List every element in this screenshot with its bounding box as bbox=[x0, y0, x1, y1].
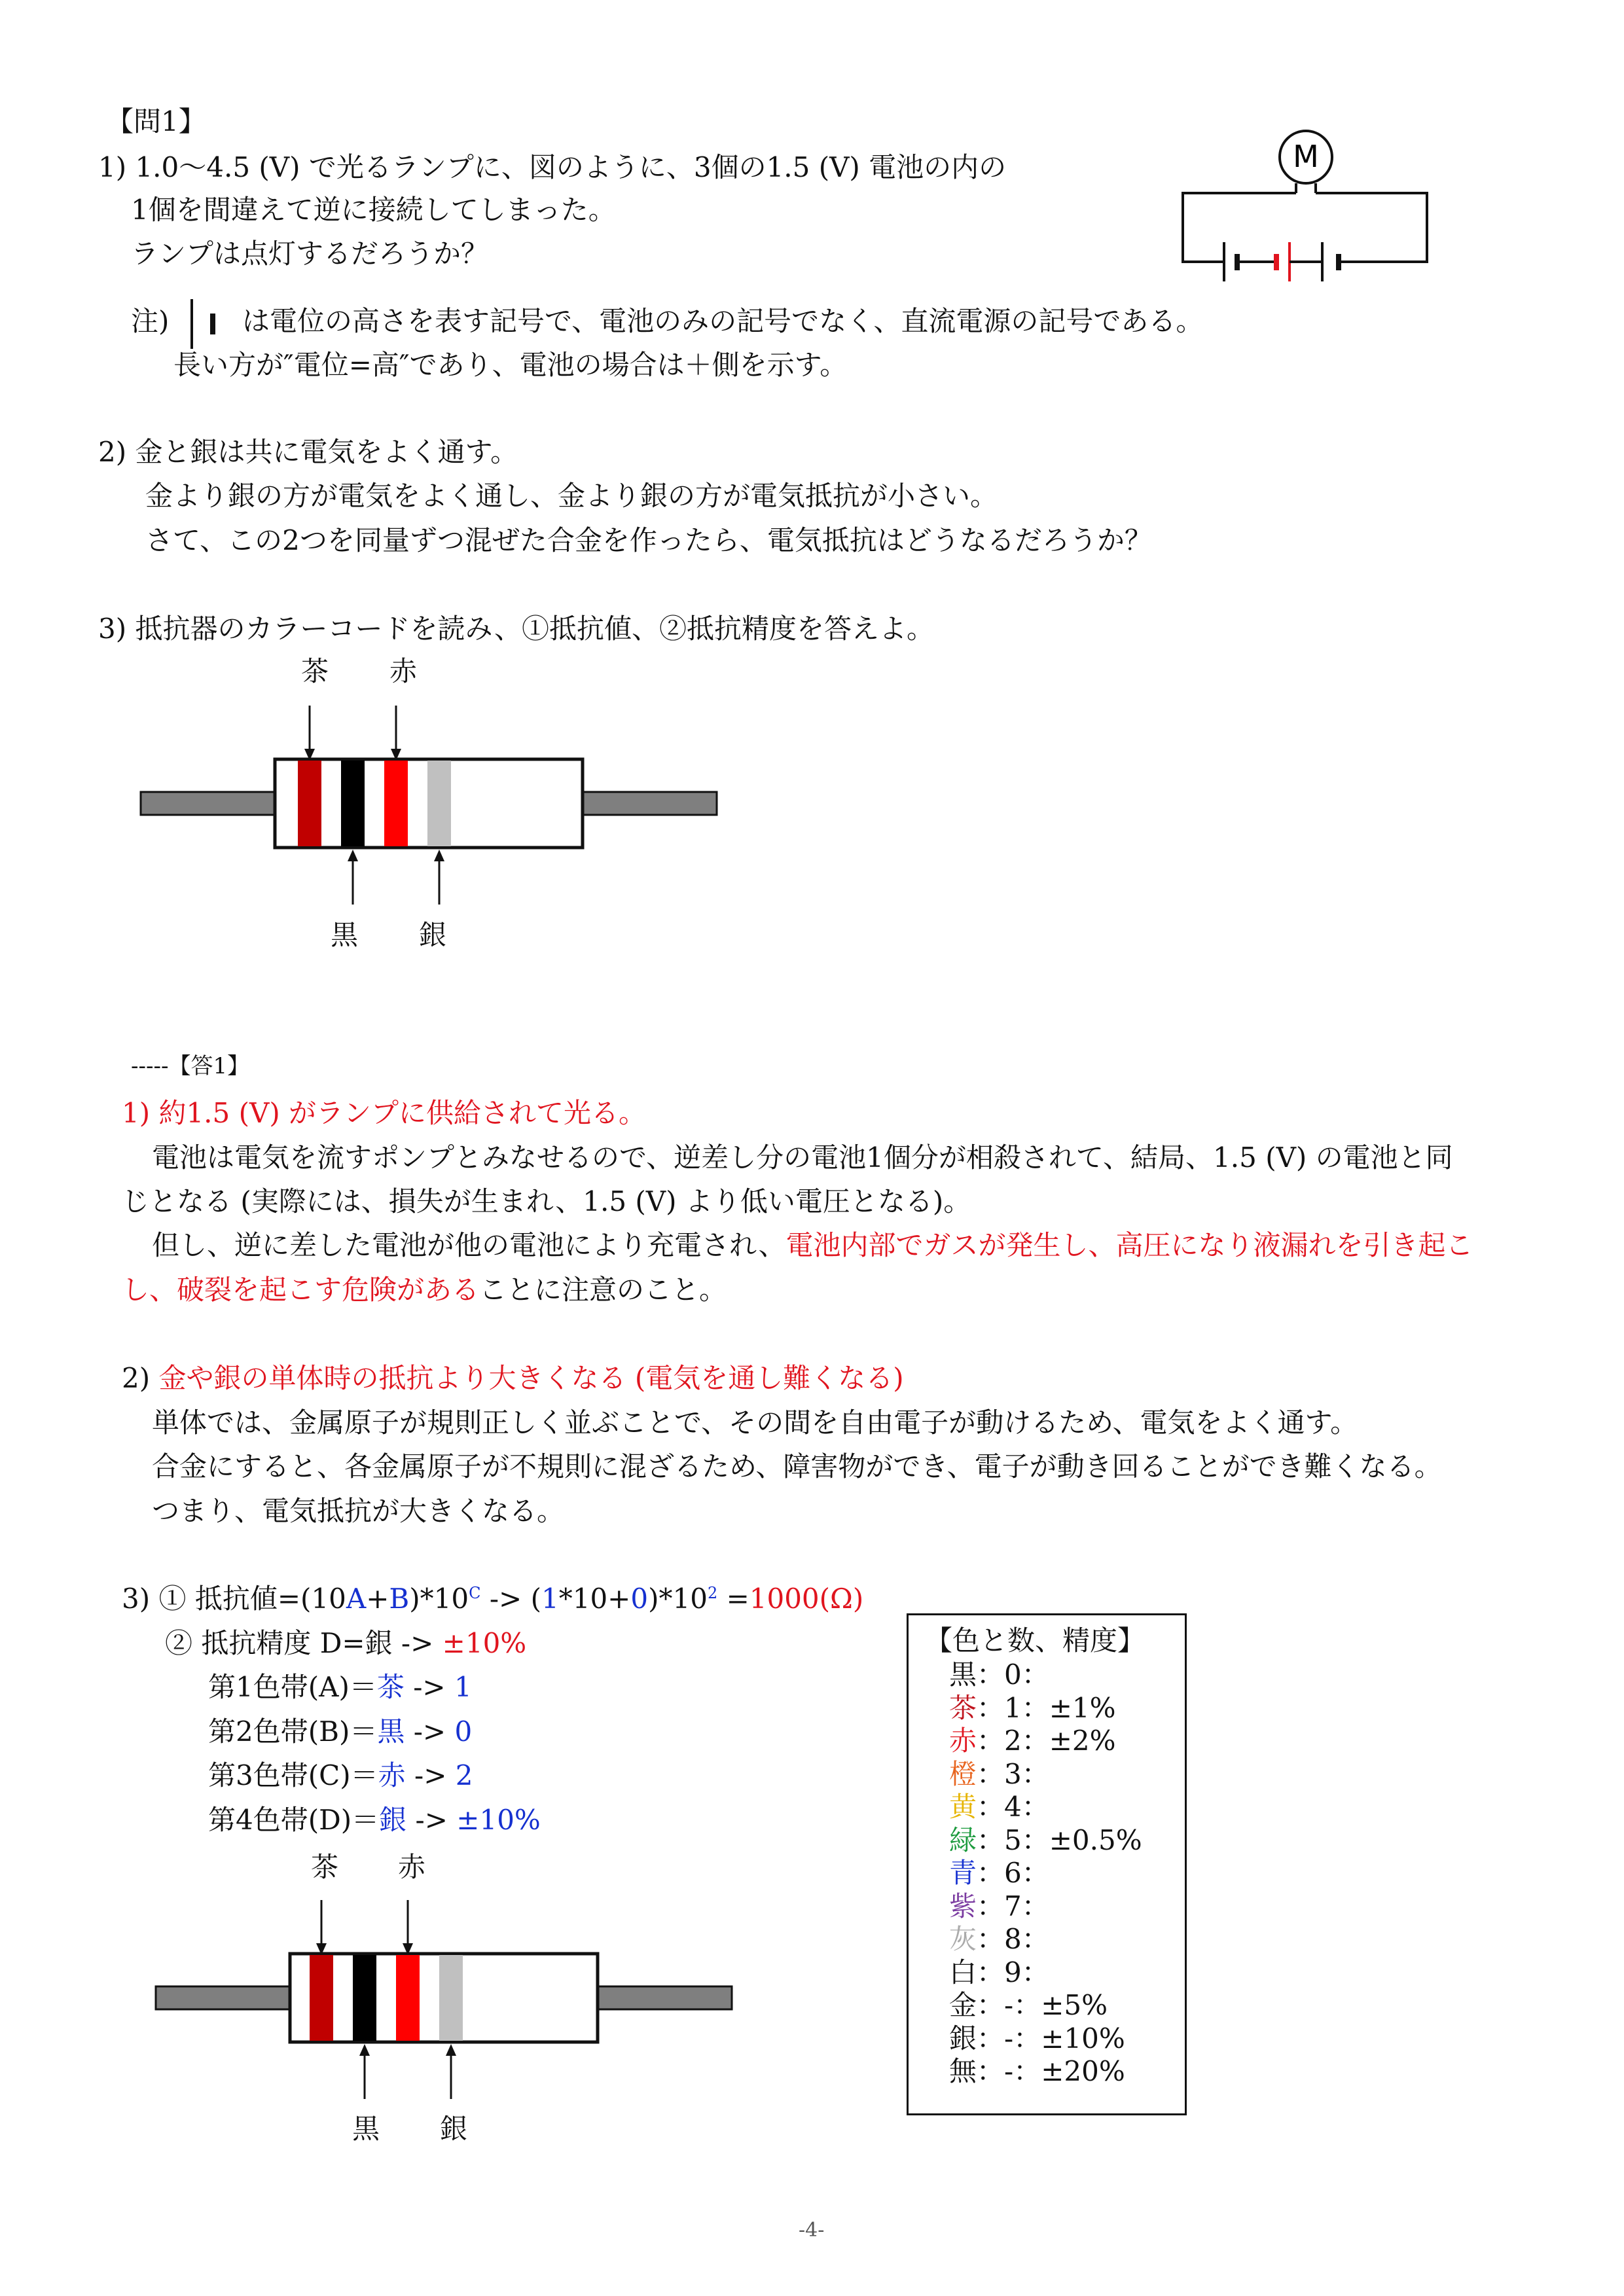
legend-color-name: 橙 bbox=[949, 1757, 977, 1790]
legend-row bbox=[949, 1859, 1049, 1887]
resistor1-label-silver: 銀 bbox=[419, 919, 447, 951]
resistor1-label-black: 黒 bbox=[331, 919, 359, 951]
band-3 bbox=[396, 1955, 420, 2041]
band-row-color: 銀 bbox=[379, 1804, 407, 1836]
note-prefix: 注) bbox=[131, 305, 170, 337]
a3-prefix: 3) ① bbox=[122, 1583, 187, 1615]
answer-heading: -----【答1】 bbox=[131, 1053, 250, 1079]
question-heading: 【問1】 bbox=[106, 105, 206, 137]
legend-color-name: 灰 bbox=[949, 1923, 977, 1955]
legend-row bbox=[949, 1989, 1108, 2021]
band-1 bbox=[298, 761, 321, 846]
legend-row bbox=[949, 1727, 1116, 1755]
legend-row bbox=[949, 2022, 1125, 2054]
a1-line1: 1) 約1.5 (V) がランプに供給されて光る。 bbox=[122, 1097, 647, 1129]
band-row-value: 1 bbox=[454, 1671, 472, 1703]
band-row-color: 赤 bbox=[378, 1759, 406, 1791]
resistor1-diagram bbox=[141, 700, 717, 870]
a3-formula bbox=[122, 1585, 863, 1613]
legend-value: ：-：±5% bbox=[977, 1989, 1108, 2021]
band-row-1: 第1色帯(A)＝茶 -> 1 bbox=[208, 1671, 472, 1703]
resistor1-label-brown: 茶 bbox=[301, 655, 329, 687]
legend-color-name: 白 bbox=[949, 1956, 977, 1988]
band-1 bbox=[310, 1955, 333, 2041]
q1-line3: ランプは点灯するだろうか？ bbox=[131, 238, 489, 270]
circuit-diagram bbox=[1175, 128, 1437, 285]
a2-line1-red: 金や銀の単体時の抵抗より大きくなる (電気を通し難くなる) bbox=[158, 1362, 904, 1394]
a1-line4 bbox=[152, 1229, 1473, 1261]
band-2 bbox=[353, 1955, 376, 2041]
resistor2-label-red: 赤 bbox=[398, 1851, 426, 1883]
legend-value: ：9： bbox=[977, 1956, 1049, 1988]
note-line1: は電位の高さを表す記号で、電池のみの記号でなく、直流電源の記号である。 bbox=[242, 305, 1204, 337]
legend-color-name: 茶 bbox=[949, 1691, 977, 1724]
formula-one: 1 bbox=[541, 1583, 559, 1615]
legend-row bbox=[949, 1923, 1049, 1955]
legend-value: ：0： bbox=[977, 1659, 1049, 1691]
formula-a: A bbox=[346, 1583, 367, 1615]
legend-value: ：6： bbox=[977, 1857, 1049, 1889]
precision-value: ±10% bbox=[442, 1627, 527, 1659]
formula-b: B bbox=[389, 1583, 410, 1615]
resistor2-label-black: 黒 bbox=[352, 2113, 380, 2145]
legend-row bbox=[949, 2055, 1125, 2087]
precision-prefix: ② 抵抗精度 D=銀 -> bbox=[165, 1627, 442, 1659]
band-2 bbox=[341, 761, 365, 846]
band-3 bbox=[384, 761, 408, 846]
resistor2-label-brown: 茶 bbox=[311, 1851, 339, 1883]
formula-label: 抵抗値=(10 bbox=[194, 1583, 346, 1615]
legend-row bbox=[949, 1793, 1049, 1821]
legend-row bbox=[949, 1661, 1049, 1689]
a1-line5-red: し、破裂を起こす危険がある bbox=[122, 1274, 480, 1306]
formula-c: C bbox=[469, 1584, 481, 1602]
q2-line2: 金より銀の方が電気をよく通し、金より銀の方が電気抵抗が小さい。 bbox=[145, 480, 998, 512]
legend-title: 【色と数、精度】 bbox=[925, 1624, 1146, 1657]
resistor2-label-silver: 銀 bbox=[440, 2113, 468, 2145]
formula-plus: + bbox=[366, 1583, 389, 1615]
legend-value: ：-：±10% bbox=[977, 2022, 1125, 2054]
band-row-label: 第1色帯(A)＝ bbox=[208, 1671, 377, 1703]
legend-value: ：3： bbox=[977, 1757, 1049, 1790]
legend-color-name: 紫 bbox=[949, 1890, 977, 1922]
band-4 bbox=[439, 1955, 463, 2041]
a1-line3: じとなる (実際には、損失が生まれ、1.5 (V) より低い電圧となる)。 bbox=[122, 1185, 971, 1217]
page-number: -4- bbox=[799, 2219, 825, 2242]
formula-arrow: -> ( bbox=[480, 1583, 541, 1615]
legend-color-name: 無 bbox=[949, 2055, 977, 2087]
legend-color-name: 緑 bbox=[949, 1823, 977, 1856]
legend-row bbox=[949, 1823, 1142, 1856]
a1-line2: 電池は電気を流すポンプとみなせるので、逆差し分の電池1個分が相殺されて、結局、1.5 (V) の電池と同 bbox=[152, 1141, 1453, 1174]
a1-line4-red: 電池内部でガスが発生し、高圧になり液漏れを引き起こ bbox=[785, 1229, 1473, 1261]
formula-exp: 2 bbox=[707, 1584, 718, 1602]
legend-row bbox=[949, 1691, 1116, 1724]
band-row-value: 2 bbox=[455, 1759, 473, 1791]
formula-mid: *10+ bbox=[558, 1583, 631, 1615]
formula-result: 1000(Ω) bbox=[749, 1583, 864, 1615]
band-row-2: 第2色帯(B)＝黒 -> 0 bbox=[208, 1715, 473, 1748]
legend-value: ：2：±2% bbox=[977, 1725, 1116, 1757]
legend-value: ：8： bbox=[977, 1923, 1049, 1955]
lamp-symbol: M bbox=[1293, 139, 1319, 174]
a3-line2 bbox=[165, 1627, 527, 1659]
a2-line1 bbox=[122, 1362, 904, 1394]
band-row-4: 第4色帯(D)＝銀 -> ±10% bbox=[208, 1804, 541, 1836]
formula-zero: 0 bbox=[630, 1583, 649, 1615]
legend-row bbox=[949, 1757, 1049, 1790]
legend-row bbox=[949, 1956, 1049, 1988]
a2-line4: つまり、電気抵抗が大きくなる。 bbox=[152, 1495, 565, 1527]
q2-line1: 2) 金と銀は共に電気をよく通す。 bbox=[98, 436, 518, 468]
band-row-label: 第3色帯(C)＝ bbox=[208, 1759, 378, 1791]
legend-color-name: 黄 bbox=[949, 1791, 977, 1823]
legend-value: ：5：±0.5% bbox=[977, 1823, 1142, 1856]
q2-line3: さて、この2つを同量ずつ混ぜた合金を作ったら、電気抵抗はどうなるだろうか？ bbox=[145, 524, 1152, 556]
legend-color-name: 銀 bbox=[949, 2022, 977, 2054]
legend-color-name: 金 bbox=[949, 1989, 977, 2021]
legend-color-name: 青 bbox=[949, 1857, 977, 1889]
formula-close: )*10 bbox=[648, 1583, 708, 1615]
a1-line5-black: ことに注意のこと。 bbox=[479, 1274, 727, 1306]
color-code-legend bbox=[907, 1613, 1187, 2115]
legend-color-name: 赤 bbox=[949, 1725, 977, 1757]
formula-times: )*10 bbox=[409, 1583, 469, 1615]
resistor1-label-red: 赤 bbox=[389, 655, 418, 687]
legend-value: ：7： bbox=[977, 1890, 1049, 1922]
band-row-color: 黒 bbox=[377, 1715, 405, 1748]
dc-source-symbol-icon bbox=[185, 298, 225, 350]
a2-line3: 合金にすると、各金属原子が不規則に混ざるため、障害物ができ、電子が動き回ることができ難くなる。 bbox=[152, 1450, 1442, 1482]
band-4 bbox=[427, 761, 451, 846]
q3-line1: 3) 抵抗器のカラーコードを読み、①抵抗値、②抵抗精度を答えよ。 bbox=[98, 613, 934, 645]
legend-value: ：4： bbox=[977, 1791, 1049, 1823]
band-row-label: 第4色帯(D)＝ bbox=[208, 1804, 380, 1836]
a2-line2: 単体では、金属原子が規則正しく並ぶことで、その間を自由電子が動けるため、電気をよく通す。 bbox=[152, 1407, 1358, 1439]
band-row-color: 茶 bbox=[376, 1671, 405, 1703]
band-row-value: ±10% bbox=[456, 1804, 541, 1836]
band-row-value: 0 bbox=[454, 1715, 473, 1748]
legend-value: ：-：±20% bbox=[977, 2055, 1125, 2087]
legend-value: ：1：±1% bbox=[977, 1691, 1116, 1724]
legend-row bbox=[949, 1890, 1049, 1922]
note-line2: 長い方が″電位=高″であり、電池の場合は＋側を示す。 bbox=[173, 349, 848, 381]
q1-line2: 1個を間違えて逆に接続してしまった。 bbox=[131, 194, 616, 226]
a2-prefix: 2) bbox=[122, 1362, 159, 1394]
resistor2-diagram bbox=[156, 1895, 732, 2065]
a1-line5 bbox=[122, 1276, 727, 1304]
band-row-label: 第2色帯(B)＝ bbox=[208, 1715, 378, 1748]
band-row-3: 第3色帯(C)＝赤 -> 2 bbox=[208, 1759, 473, 1791]
a1-line4-black: 但し、逆に差した電池が他の電池により充電され、 bbox=[152, 1229, 786, 1261]
q1-line1: 1) 1.0～4.5 (V) で光るランプに、図のように、3個の1.5 (V) 電池の内の bbox=[98, 151, 1007, 183]
legend-color-name: 黒 bbox=[949, 1659, 977, 1691]
formula-eq: = bbox=[717, 1583, 749, 1615]
